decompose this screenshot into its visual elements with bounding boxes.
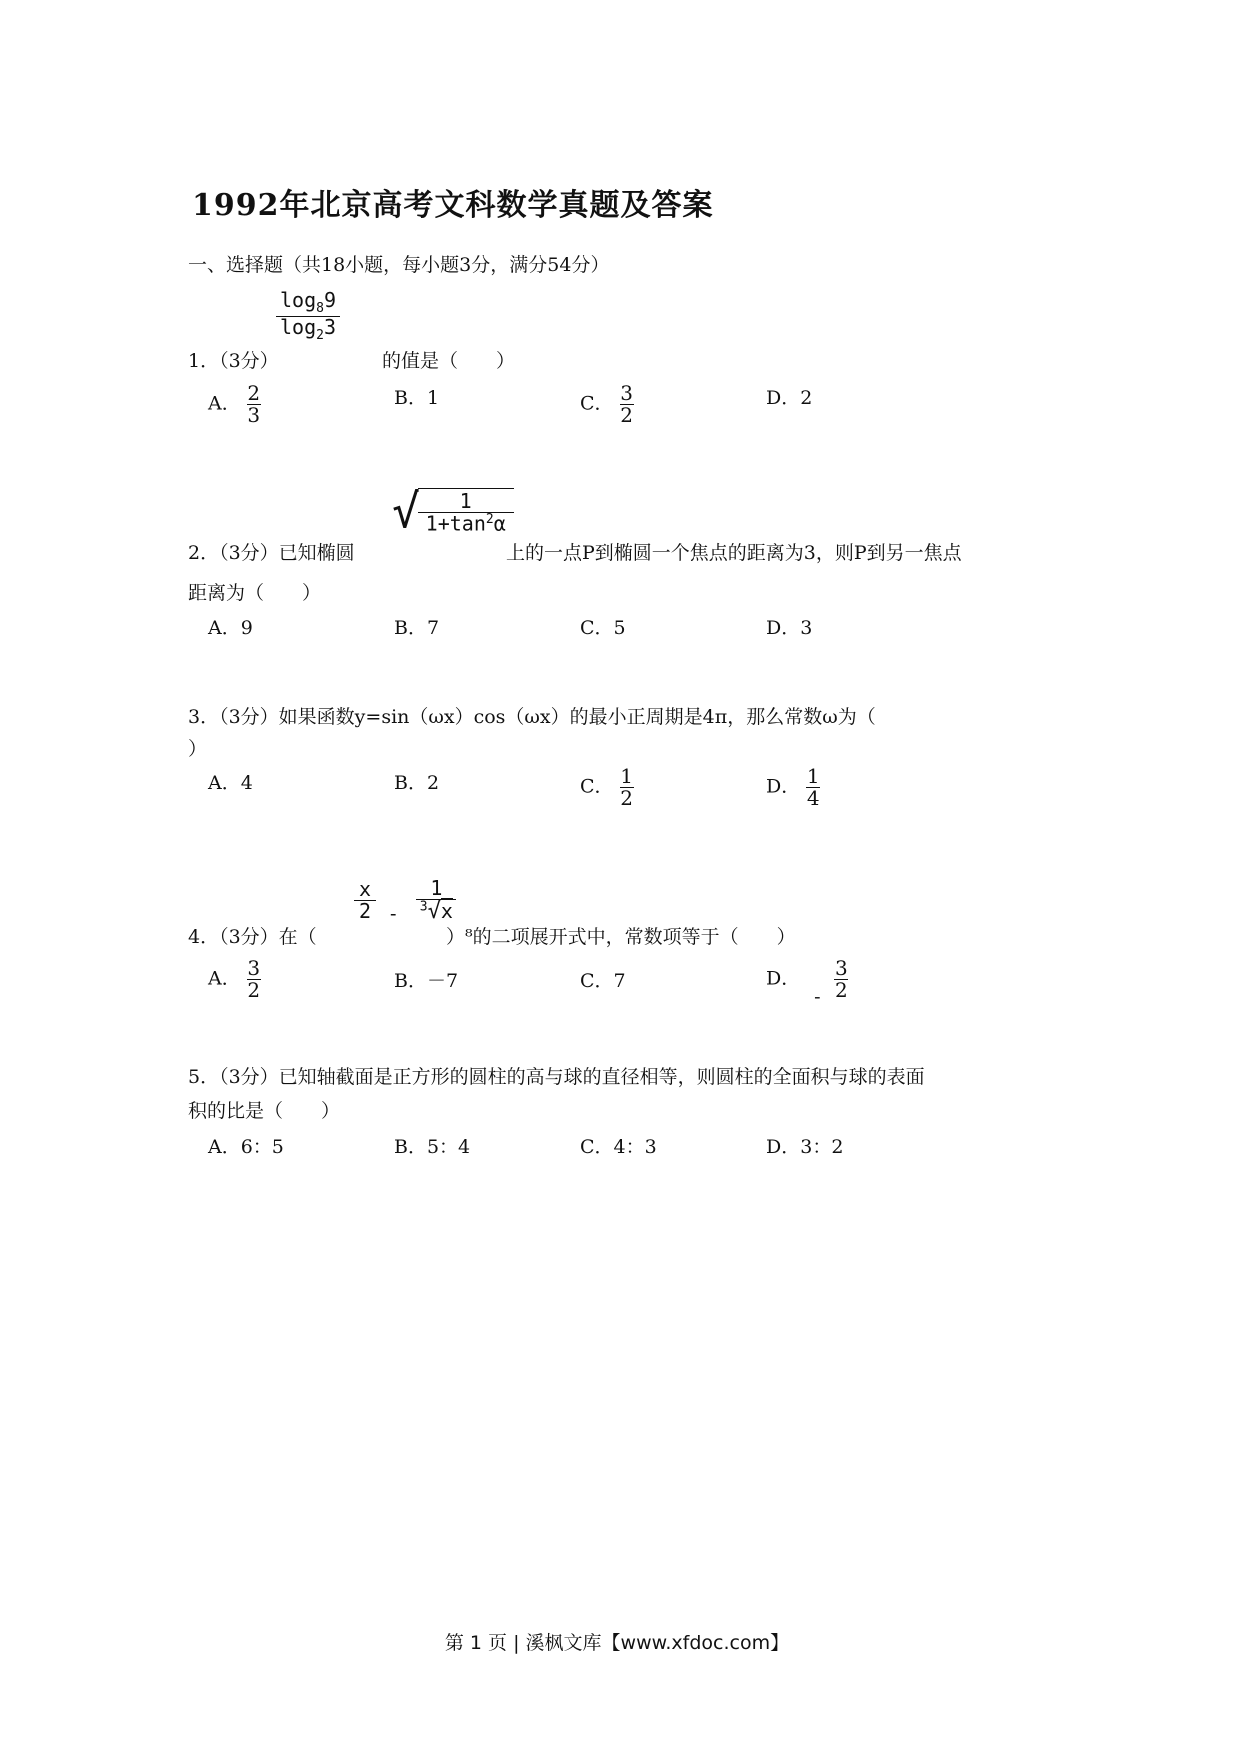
- q2-formula: √ $\frac{1}{1+\tan^2\alpha}$: [392, 488, 514, 535]
- q4-option-d-fraction: $\frac{3}{2}$: [834, 956, 848, 1002]
- q4-option-a-fraction: $\frac{3}{2}$: [247, 956, 261, 1002]
- q1-num-base: 8: [316, 301, 324, 316]
- document-title: 1992年北京高考文科数学真题及答案: [192, 188, 714, 223]
- q1-option-c-fraction: $\frac{3}{2}$: [620, 381, 633, 427]
- q1-suffix: 的值是（ ）: [382, 350, 516, 372]
- q4-option-d: D． - $\frac{3}{2}$: [766, 956, 848, 1008]
- q3-option-c-fraction: $\frac{1}{2}$: [620, 764, 633, 810]
- q3-option-d-fraction: $\frac{1}{4}$: [806, 764, 820, 810]
- q1-den-base: 2: [316, 327, 324, 343]
- q2-suffix: 上的一点P到椭圆一个焦点的距离为3，则P到另一焦点: [506, 542, 962, 564]
- q2-option-c: C．5: [580, 617, 626, 639]
- q1-formula: [276, 290, 340, 342]
- q4-option-b: B．－7: [394, 970, 459, 992]
- section-heading: 一、选择题（共18小题，每小题3分，满分54分）: [188, 254, 610, 276]
- q3-option-c: C． $\frac{1}{2}$: [580, 764, 633, 810]
- q2-option-b: B．7: [394, 617, 440, 639]
- q4-reciprocal-cuberoot: $\frac{1}{^3√x}$: [416, 878, 456, 923]
- q5-option-a: A．6：5: [208, 1136, 284, 1158]
- q2-prefix: 2．（3分）已知椭圆: [188, 542, 355, 564]
- q3-option-b: B．2: [394, 772, 440, 794]
- q1-option-b: B．1: [394, 387, 440, 409]
- q3-line1: 3．（3分）如果函数y=sin（ωx）cos（ωx）的最小正周期是4π，那么常数ω为（: [188, 706, 876, 728]
- q1-den-arg: 3: [323, 314, 336, 339]
- q5-option-c: C．4：3: [580, 1136, 657, 1158]
- q4-formula: $\frac{x}{2}$ - $\frac{1}{^3√x}$: [354, 878, 456, 925]
- q2-line2: 距离为（ ）: [188, 582, 322, 604]
- q3-option-d: D． $\frac{1}{4}$: [766, 764, 820, 810]
- q5-line2: 积的比是（ ）: [188, 1100, 341, 1122]
- q3-option-a: A．4: [208, 772, 253, 794]
- q4-suffix: ）⁸的二项展开式中，常数项等于（ ）: [446, 926, 796, 948]
- q1-den-log: log: [280, 314, 317, 339]
- q4-option-c: C．7: [580, 970, 626, 992]
- q4-option-a: A． $\frac{3}{2}$: [208, 956, 261, 1002]
- q1-option-d: D．2: [766, 387, 813, 409]
- q4-prefix: 4．（3分）在（: [188, 926, 317, 948]
- q3-line2: ）: [188, 738, 208, 760]
- page-footer: 第 1 页 | 溪枫文库【www.xfdoc.com】: [444, 1632, 790, 1654]
- q2-option-a: A．9: [208, 617, 253, 639]
- q5-option-d: D．3：2: [766, 1136, 844, 1158]
- q5-line1: 5．（3分）已知轴截面是正方形的圆柱的高与球的直径相等，则圆柱的全面积与球的表面: [188, 1066, 925, 1088]
- q1-prefix: 1．（3分）: [188, 350, 279, 372]
- q1-option-a-fraction: $\frac{2}{3}$: [247, 381, 261, 427]
- q5-option-b: B．5：4: [394, 1136, 471, 1158]
- q4-x-over-2: $\frac{x}{2}$: [354, 879, 376, 922]
- q1-option-c: C． $\frac{3}{2}$: [580, 381, 633, 427]
- q1-option-a: A． $\frac{2}{3}$: [208, 381, 261, 427]
- q1-num-arg: 9: [323, 288, 336, 312]
- q1-num-log: log: [280, 288, 317, 312]
- q2-radical: √: [392, 484, 420, 538]
- q2-option-d: D．3: [766, 617, 813, 639]
